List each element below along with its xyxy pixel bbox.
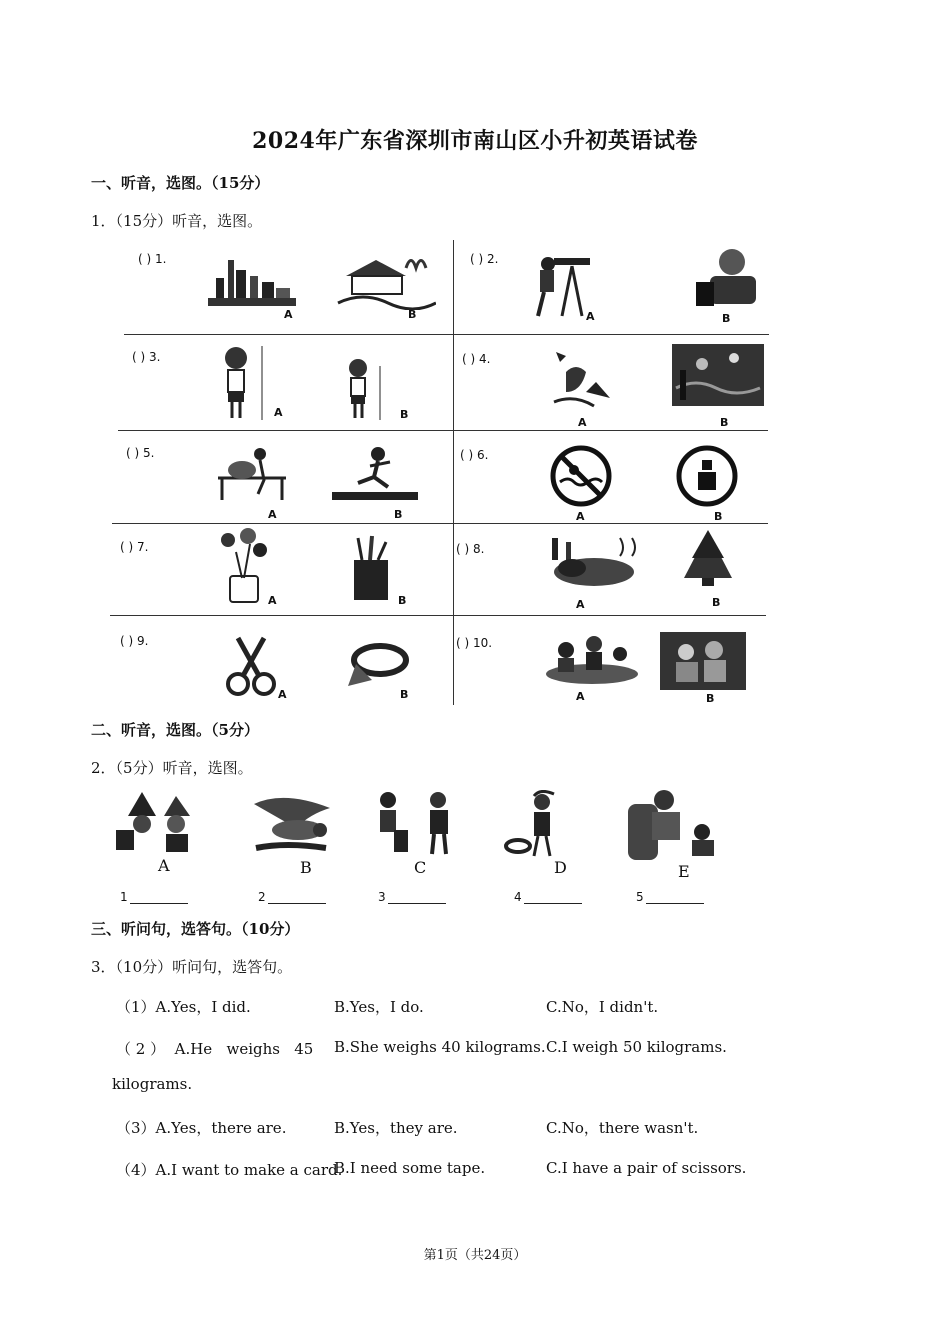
item-9-option-b: B	[400, 688, 409, 701]
picture-e-label: E	[678, 862, 690, 881]
item-2-option-a: A	[586, 310, 595, 323]
picture-d-swimmer	[504, 790, 586, 860]
picture-b-fox	[248, 790, 336, 856]
answer-blank-4[interactable]	[514, 890, 582, 904]
item-7-label: ( ) 7.	[120, 540, 149, 554]
item-5-option-a: A	[268, 508, 277, 521]
item-3-option-a: A	[274, 406, 283, 419]
item-3-option-b: B	[400, 408, 409, 421]
grid-divider	[453, 240, 454, 705]
item-7-option-b: B	[398, 594, 407, 607]
item-8-option-b: B	[712, 596, 721, 609]
short-boy-picture	[342, 356, 402, 422]
picture-c-label: C	[414, 858, 427, 877]
q3-option-c: C.No，there wasn't.	[546, 1119, 699, 1137]
item-4-option-b: B	[720, 416, 729, 429]
ink-painting-picture	[546, 342, 626, 418]
q2-option-c: C.I weigh 50 kilograms.	[546, 1038, 727, 1056]
answer-blank-5[interactable]	[636, 890, 704, 904]
picture-d-label: D	[554, 858, 567, 877]
blank-1-number: 1	[120, 890, 128, 904]
no-littering-sign-picture	[674, 444, 740, 510]
picture-c-recycling	[368, 790, 464, 860]
page-footer: 第1页（共24页）	[423, 1248, 527, 1263]
item-6-option-a: A	[576, 510, 585, 523]
section3-heading: 三、听问句，选答句。（10分）	[91, 920, 300, 938]
grid-row-line	[110, 615, 766, 616]
item-6-option-b: B	[714, 510, 723, 523]
long-jump-picture	[330, 444, 422, 506]
blank-2-number: 2	[258, 890, 266, 904]
q2-option-b: B.She weighs 40 kilograms.	[334, 1038, 546, 1056]
item-1-option-b: B	[408, 308, 417, 321]
item-1-label: ( ) 1.	[138, 252, 167, 266]
q4-option-c: C.I have a pair of scissors.	[546, 1159, 747, 1177]
item-10-option-a: A	[576, 690, 585, 703]
city-skyline-picture	[206, 248, 298, 310]
grid-row-line	[124, 334, 769, 335]
item-2-option-b: B	[722, 312, 731, 325]
section1-heading: 一、听音，选图。（15分）	[91, 174, 270, 192]
section3-question: 3．（10分）听问句，选答句。	[91, 958, 293, 976]
item-1-option-a: A	[284, 308, 293, 321]
q1-option-a: （1）A.Yes，I did.	[116, 998, 251, 1016]
q1-option-c: C.No，I didn't.	[546, 998, 659, 1016]
grid-row-line	[112, 523, 768, 524]
page-title: 2024年广东省深圳市南山区小升初英语试卷	[252, 128, 698, 154]
item-10-label: ( ) 10.	[456, 636, 493, 650]
item-7-option-a: A	[268, 594, 277, 607]
item-10-option-b: B	[706, 692, 715, 705]
family-movie-picture	[658, 630, 748, 692]
picture-b-label: B	[300, 858, 312, 877]
section1-question: 1．（15分）听音，选图。	[91, 212, 263, 230]
item-8-label: ( ) 8.	[456, 542, 485, 556]
no-swimming-sign-picture	[548, 444, 616, 510]
answer-blank-3[interactable]	[378, 890, 446, 904]
blank-5-number: 5	[636, 890, 644, 904]
item-5-label: ( ) 5.	[126, 446, 155, 460]
countryside-house-picture	[336, 248, 436, 310]
q3-option-b: B.Yes，they are.	[334, 1119, 458, 1137]
flowers-in-vase-picture	[216, 526, 272, 606]
high-jump-picture	[214, 442, 290, 504]
item-3-label: ( ) 3.	[132, 350, 161, 364]
dinner-table-picture	[542, 534, 646, 596]
blank-3-number: 3	[378, 890, 386, 904]
item-9-option-a: A	[278, 688, 287, 701]
picture-a-witches	[112, 790, 204, 856]
picture-a-label: A	[158, 856, 170, 875]
scissors-picture	[224, 634, 280, 698]
christmas-tree-picture	[680, 528, 736, 590]
q2-option-a: （ 2 ） A.He weighs 45	[116, 1040, 314, 1058]
grid-row-line	[118, 430, 768, 431]
q1-option-b: B.Yes，I do.	[334, 998, 424, 1016]
item-4-option-a: A	[578, 416, 587, 429]
tape-roll-picture	[344, 640, 414, 690]
item-9-label: ( ) 9.	[120, 634, 149, 648]
q4-option-a: （4）A.I want to make a card.	[116, 1161, 343, 1179]
blank-4-number: 4	[514, 890, 522, 904]
item-5-option-b: B	[394, 508, 403, 521]
pen-holder-picture	[348, 534, 394, 604]
item-2-label: ( ) 2.	[470, 252, 499, 266]
picture-grid	[110, 240, 770, 705]
answer-blank-2[interactable]	[258, 890, 326, 904]
section2-question: 2．（5分）听音，选图。	[91, 759, 253, 777]
q3-option-a: （3）A.Yes，there are.	[116, 1119, 287, 1137]
item-4-label: ( ) 4.	[462, 352, 491, 366]
picture-e-family-reading	[624, 784, 724, 864]
q2-option-a-continued: kilograms.	[112, 1075, 193, 1093]
starry-night-picture	[672, 344, 764, 406]
item-6-label: ( ) 6.	[460, 448, 489, 462]
q4-option-b: B.I need some tape.	[334, 1159, 486, 1177]
item-8-option-a: A	[576, 598, 585, 611]
section2-heading: 二、听音，选图。（5分）	[91, 721, 259, 739]
family-picnic-picture	[542, 630, 642, 688]
answer-blank-1[interactable]	[120, 890, 188, 904]
man-with-laptop-picture	[694, 242, 770, 310]
